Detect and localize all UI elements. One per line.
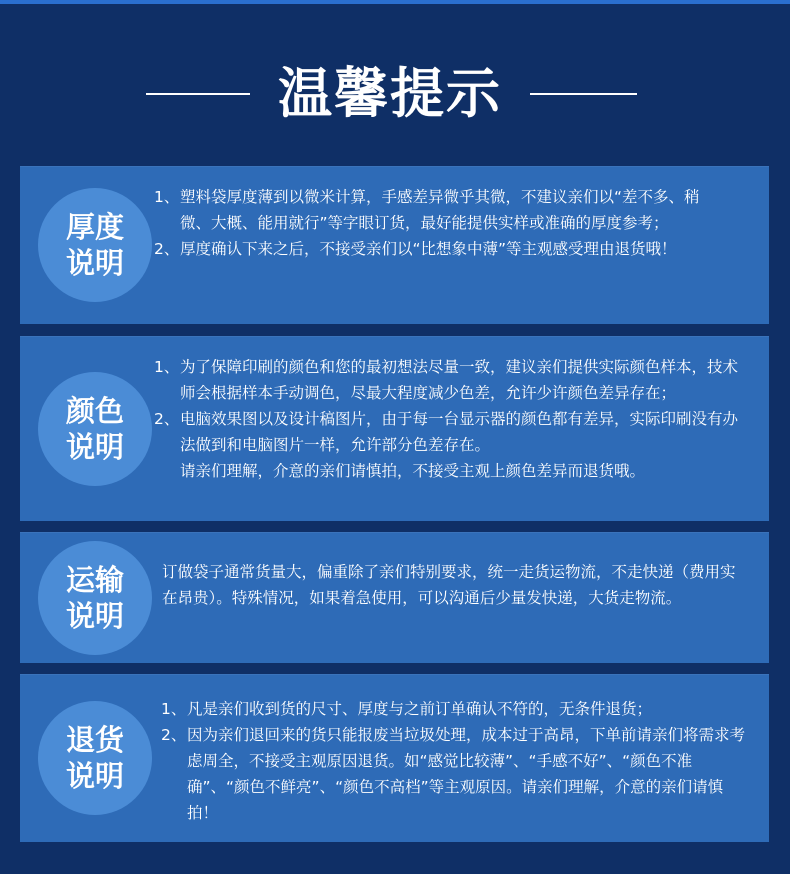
item-text: 塑料袋厚度薄到以微米计算，手感差异微乎其微，不建议亲们以“差不多、稍微、大概、能用就行”等字眼订货，最好能提供实样或准确的厚度参考； xyxy=(180,188,700,232)
item-number: 1、 xyxy=(161,700,187,718)
return-badge xyxy=(38,701,152,815)
item-number: 2、 xyxy=(161,726,187,744)
badge-line-1: 退货 xyxy=(65,723,124,757)
color-extra-note: 请亲们理解，介意的亲们请慎拍，不接受主观上颜色差异而退货哦。 xyxy=(180,462,646,480)
shipping-badge xyxy=(38,541,152,655)
return-card xyxy=(20,674,769,842)
shipping-text xyxy=(162,559,742,611)
item-number: 2、 xyxy=(154,240,180,258)
shipping-paragraph: 订做袋子通常货量大，偏重除了亲们特别要求，统一走货运物流，不走快递（费用实在昂贵）。特殊情况，如果着急使用，可以沟通后少量发快递，大货走物流。 xyxy=(162,563,736,607)
top-accent-bar xyxy=(0,0,790,4)
color-card xyxy=(20,336,769,521)
list-item xyxy=(154,236,726,262)
item-number: 2、 xyxy=(154,410,180,428)
title-section xyxy=(0,58,790,130)
page-title: 温馨提示 xyxy=(278,62,502,125)
title-divider-left xyxy=(146,93,250,95)
badge-line-1: 颜色 xyxy=(65,394,124,428)
badge-line-2: 说明 xyxy=(65,246,124,280)
thickness-text xyxy=(154,184,726,262)
badge-line-1: 运输 xyxy=(65,563,124,597)
list-item xyxy=(161,696,749,722)
list-item xyxy=(154,406,744,458)
color-text xyxy=(154,354,744,484)
color-badge xyxy=(38,372,152,486)
badge-line-2: 说明 xyxy=(65,759,124,793)
badge-line-2: 说明 xyxy=(65,599,124,633)
item-text: 因为亲们退回来的货只能报废当垃圾处理，成本过于高昂，下单前请亲们将需求考虑周全，不接受主观原因退货。如“感觉比较薄”、“手感不好”、“颜色不准确”、“颜色不鲜亮”、“颜色不高档”等主观原因。请亲们理解，介意的亲们请慎拍！ xyxy=(187,726,746,822)
item-text: 凡是亲们收到货的尺寸、厚度与之前订单确认不符的，无条件退货； xyxy=(187,700,653,718)
item-number: 1、 xyxy=(154,188,180,206)
item-text: 为了保障印刷的颜色和您的最初想法尽量一致，建议亲们提供实际颜色样本，技术师会根据样本手动调色，尽最大程度减少色差，允许少许颜色差异存在； xyxy=(180,358,739,402)
list-item xyxy=(154,354,744,406)
shipping-card xyxy=(20,532,769,663)
list-item xyxy=(154,184,726,236)
list-item xyxy=(161,722,749,826)
badge-line-1: 厚度 xyxy=(65,210,124,244)
item-text: 电脑效果图以及设计稿图片，由于每一台显示器的颜色都有差异，实际印刷没有办法做到和电脑图片一样，允许部分色差存在。 xyxy=(180,410,739,454)
item-number: 1、 xyxy=(154,358,180,376)
title-divider-right xyxy=(530,93,637,95)
thickness-card xyxy=(20,166,769,324)
item-text: 厚度确认下来之后，不接受亲们以“比想象中薄”等主观感受理由退货哦！ xyxy=(180,240,677,258)
thickness-badge xyxy=(38,188,152,302)
badge-line-2: 说明 xyxy=(65,430,124,464)
return-text xyxy=(161,696,749,826)
